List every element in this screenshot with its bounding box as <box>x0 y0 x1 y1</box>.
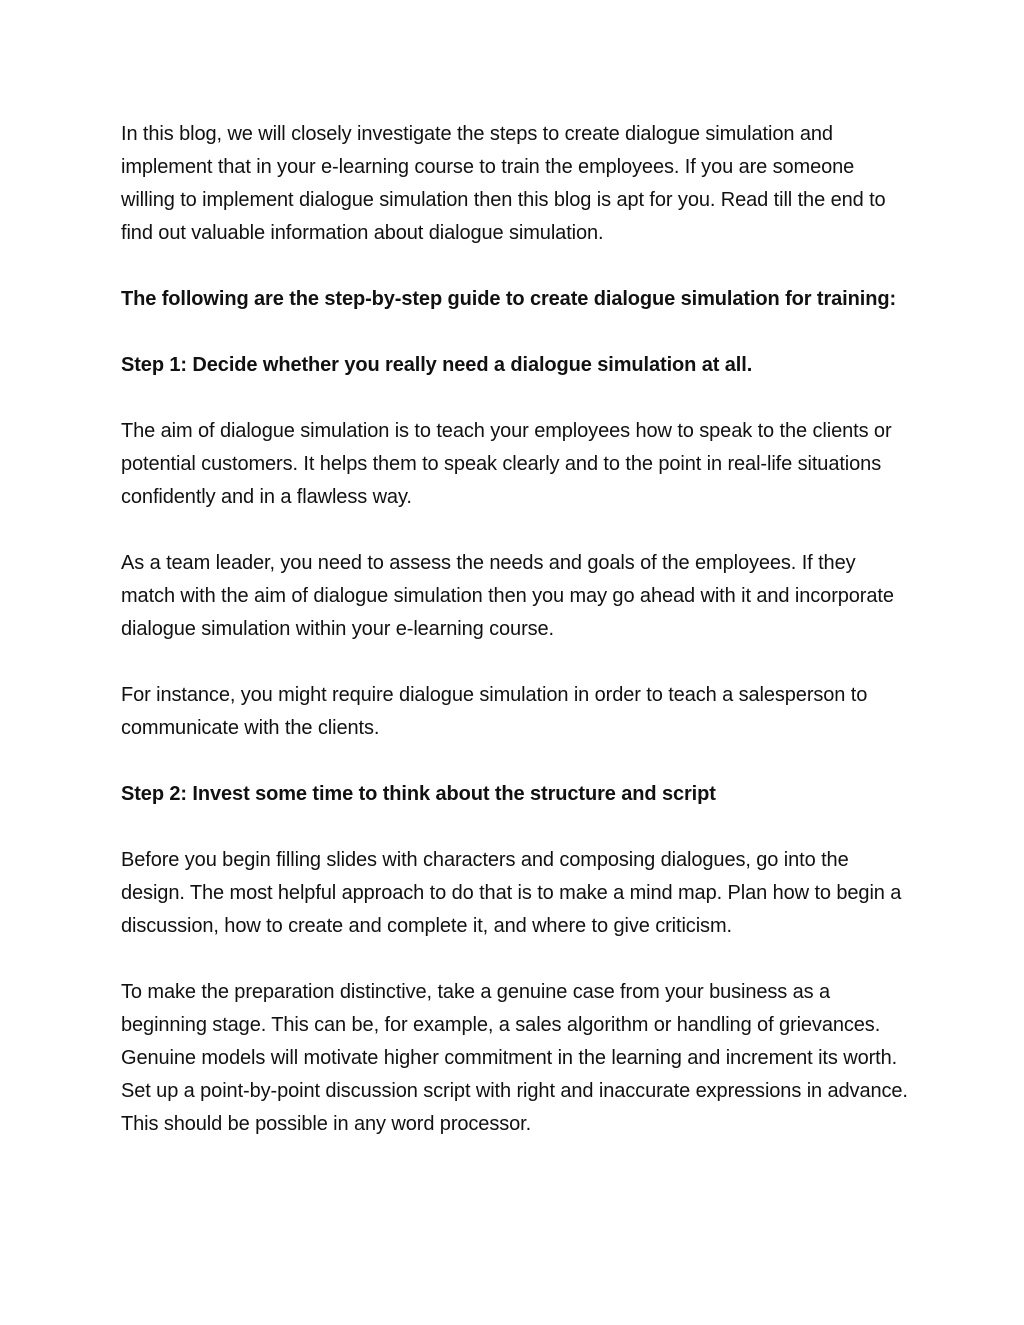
step-2-preparation-paragraph: To make the preparation distinctive, take a genuine case from your business as a beginning stage. This can be, for example, a sales algorithm or handling of grievances. Genuine models will motivate higher commitment in the learning and increment its worth. Set up a point-by-point discussion script with right and inaccurate expressions in advance. This should be possible in any word processor. <box>121 981 908 1135</box>
intro-paragraph: In this blog, we will closely investigate the steps to create dialogue simulation and implement that in your e-learning course to train the employees. If you are someone willing to implement dialogue simulation then this blog is apt for you. Read till the end to find out valuable information about dialogue simulation. <box>121 123 886 244</box>
step-2-design-paragraph: Before you begin filling slides with characters and composing dialogues, go into the design. The most helpful approach to do that is to make a mind map. Plan how to begin a discussion, how to create and complete it, and where to give criticism. <box>121 849 902 937</box>
step-2-heading: Step 2: Invest some time to think about the structure and script <box>121 783 716 805</box>
document-page <box>121 118 911 1174</box>
step-1-aim-paragraph: The aim of dialogue simulation is to teach your employees how to speak to the clients or potential customers. It helps them to speak clearly and to the point in real-life situations confidently and in a flawless way. <box>121 420 892 508</box>
step-1-example-paragraph: For instance, you might require dialogue simulation in order to teach a salesperson to communicate with the clients. <box>121 684 868 739</box>
step-1-team-leader-paragraph: As a team leader, you need to assess the needs and goals of the employees. If they match with the aim of dialogue simulation then you may go ahead with it and incorporate dialogue simulation within your e-learning course. <box>121 552 894 640</box>
guide-heading: The following are the step-by-step guide to create dialogue simulation for training: <box>121 288 896 310</box>
step-1-heading: Step 1: Decide whether you really need a dialogue simulation at all. <box>121 354 753 376</box>
